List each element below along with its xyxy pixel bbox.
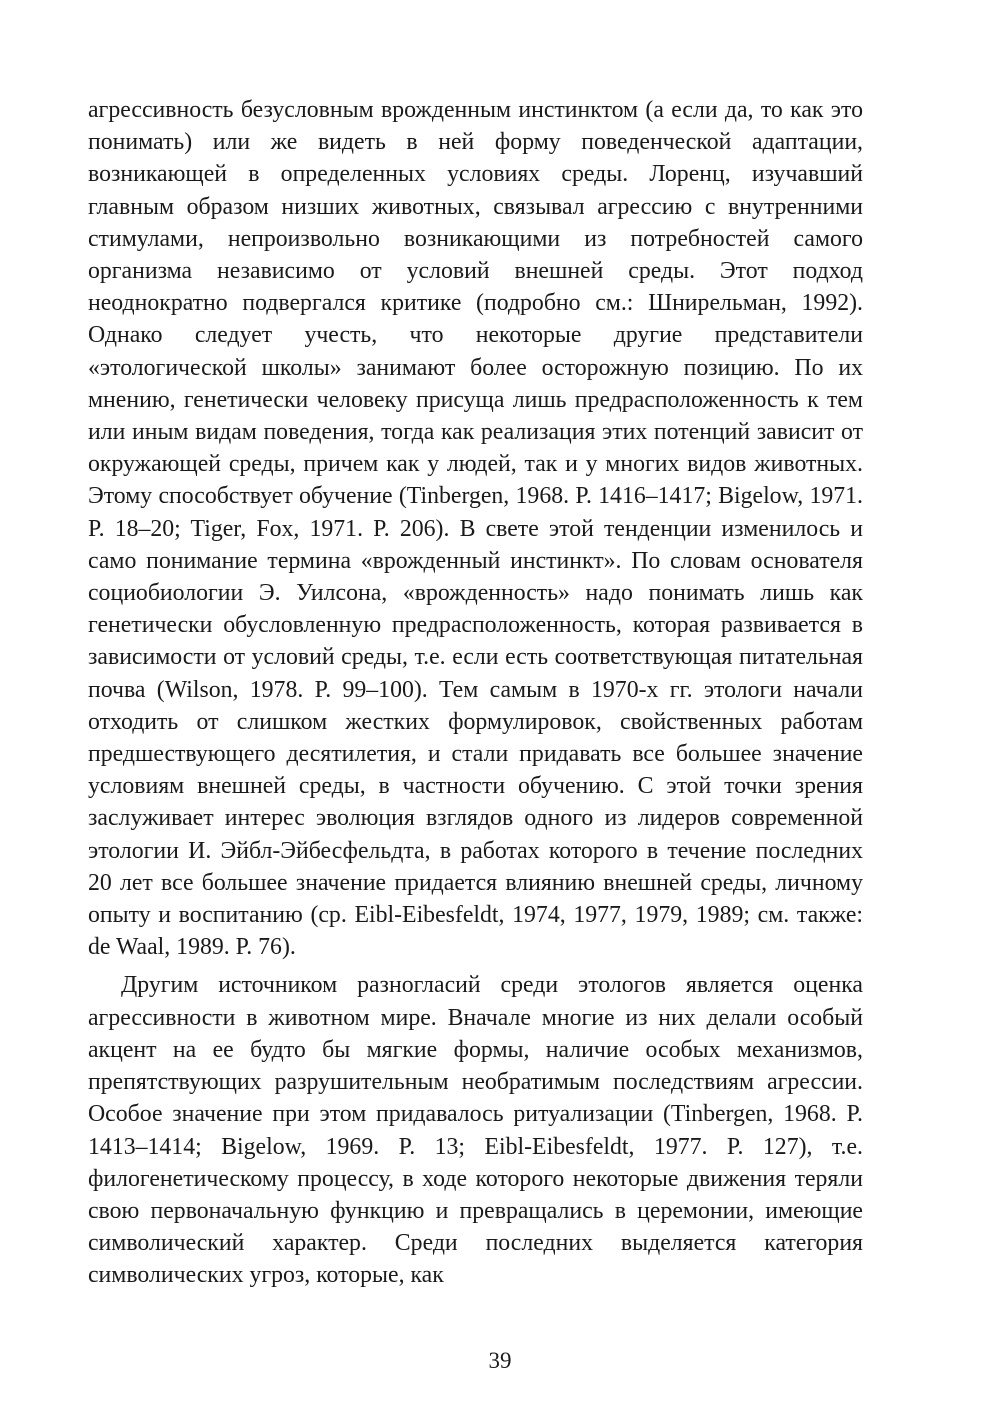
paragraph-continuation: агрессивность безусловным врожденным инстинктом (а если да, то как это понимать) или же видеть в ней форму поведенческой адаптации, возникающей в определенных условиях среды. Лоренц, изучавший главным образом низших животных, связывал агрессию с внутренними стимулами, непроизвольно возникающими из потребностей самого организма независимо от условий внешней среды. Этот подход неоднократно подвергался критике (подробно см.: Шнирельман, 1992). Однако следует учесть, что некоторые другие представители «этологической школы» занимают более осторожную позицию. По их мнению, генетически человеку присуща лишь предрасположенность к тем или иным видам поведения, тогда как реализация этих потенций зависит от окружающей среды, причем как у людей, так и у многих видов животных. Этому способствует обучение (Tinbergen, 1968. P. 1416–1417; Bigelow, 1971. P. 18–20; Tiger, Fox, 1971. P. 206). В свете этой тенденции изменилось и само понимание термина «врожденный инстинкт». По словам основателя социобиологии Э. Уилсона, «врожденность» надо понимать лишь как генетически обусловленную предрасположенность, которая развивается в зависимости от условий среды, т.е. если есть соответствующая питательная почва (Wilson, 1978. P. 99–100). Тем самым в 1970-х гг. этологи начали отходить от слишком жестких формулировок, свойственных работам предшествующего десятилетия, и стали придавать все большее значение условиям внешней среды, в частности обучению. С этой точки зрения заслуживает интерес эволюция взглядов одного из лидеров современной этологии И. Эйбл-Эйбесфельдта, в работах которого в течение последних 20 лет все большее значение придается влиянию внешней среды, личному опыту и воспитанию (ср. Eibl-Eibesfeldt, 1974, 1977, 1979, 1989; см. также: de Waal, 1989. P. 76). — [88, 97, 863, 961]
body-text — [88, 94, 863, 1292]
page-number: 39 — [488, 1348, 512, 1373]
paragraph-aggression-disagreements: Другим источником разногласий среди этологов является оценка агрессивности в животном мире. Вначале многие из них делали особый акцент на ее будто бы мягкие формы, наличие особых механизмов, препятствующих разрушительным необратимым последствиям агрессии. Особое значение при этом придавалось ритуализации (Tinbergen, 1968. P. 1413–1414; Bigelow, 1969. P. 13; Eibl-Eibesfeldt, 1977. P. 127), т.е. филогенетическому процессу, в ходе которого некоторые движения теряли свою первоначальную функцию и превращались в церемонии, имеющие символический характер. Среди последних выделяется категория символических угроз, которые, как — [88, 972, 863, 1289]
